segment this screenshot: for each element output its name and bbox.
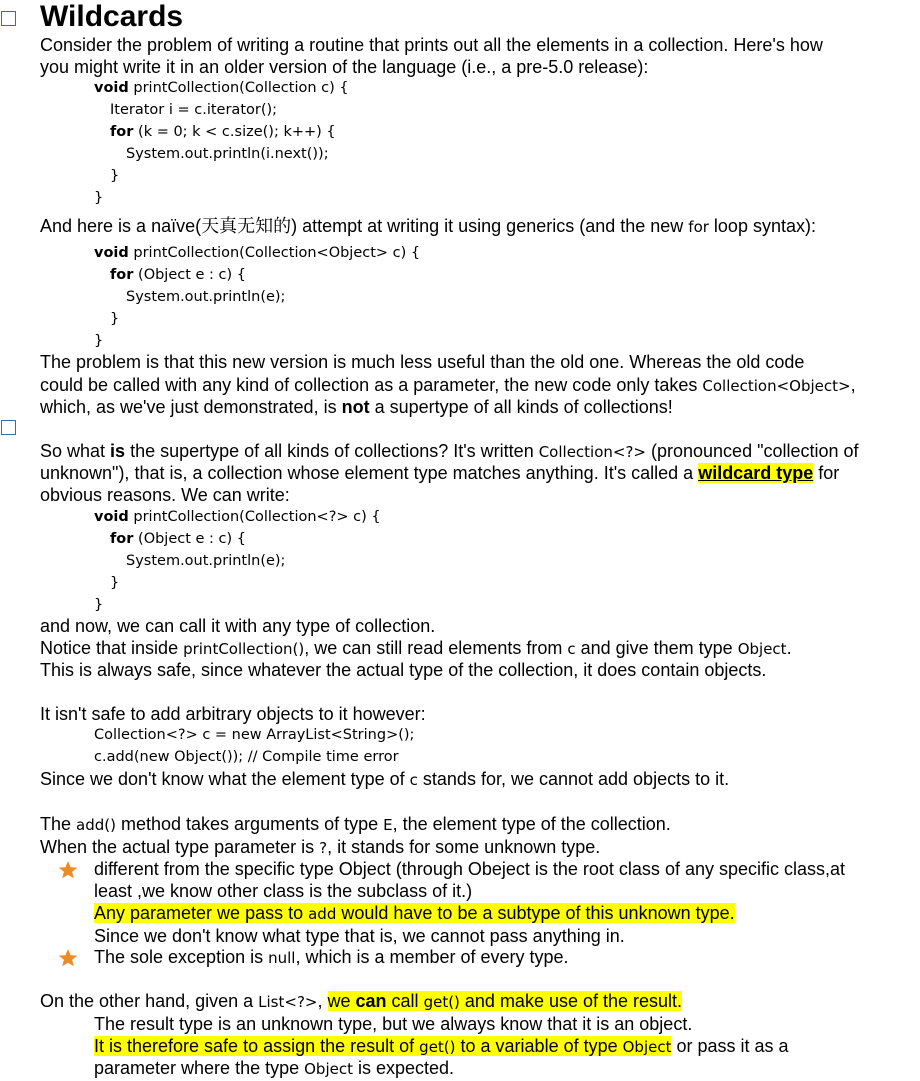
paragraph: It isn't safe to add arbitrary objects to it however: — [40, 704, 426, 724]
bullet-text — [94, 902, 735, 925]
paragraph: Since we don't know what the element type of c stands for, we cannot add objects to it. — [40, 769, 730, 789]
code-line: } — [94, 190, 104, 206]
code-line: for (k = 0; k < c.size(); k++) { — [110, 124, 336, 140]
code-line: for (Object e : c) { — [110, 531, 247, 547]
paragraph: The result type is an unknown type, but we always know that it is an object. — [94, 1014, 693, 1034]
outline-checkbox[interactable] — [1, 420, 16, 435]
paragraph: unknown"), that is, a collection whose element type matches anything. It's called a wildcard type for — [40, 463, 840, 483]
code-line: } — [110, 575, 120, 591]
paragraph: The add() method takes arguments of type E, the element type of the collection. — [40, 814, 671, 834]
outline-checkbox[interactable] — [1, 11, 16, 26]
paragraph: obvious reasons. We can write: — [40, 485, 290, 505]
paragraph: When the actual type parameter is ?, it stands for some unknown type. — [40, 837, 601, 857]
highlighted-sentence: It is therefore safe to assign the result of get() to a variable of type Object — [94, 1036, 672, 1056]
star-bullet-icon — [58, 860, 78, 880]
code-line: c.add(new Object()); // Compile time error — [94, 749, 399, 765]
code-line: Iterator i = c.iterator(); — [110, 102, 278, 118]
paragraph: So what is the supertype of all kinds of collections? It's written Collection<?> (pronounced "collection of — [40, 441, 859, 461]
highlighted-sentence: Any parameter we pass to add would have to be a subtype of this unknown type. — [94, 903, 735, 923]
code-line: void printCollection(Collection<?> c) { — [94, 509, 381, 525]
star-bullet-icon — [58, 948, 78, 968]
paragraph: which, as we've just demonstrated, is not a supertype of all kinds of collections! — [40, 397, 673, 417]
paragraph: This is always safe, since whatever the actual type of the collection, it does contain objects. — [40, 660, 767, 680]
paragraph: Consider the problem of writing a routine that prints out all the elements in a collection. Here's how — [40, 35, 823, 55]
highlighted-term: wildcard type — [698, 463, 814, 483]
bullet-text: different from the specific type Object (through Obeject is the root class of any specific class,at — [94, 859, 846, 879]
code-line: } — [110, 311, 120, 327]
paragraph: Notice that inside printCollection(), we can still read elements from c and give them type Object. — [40, 638, 792, 658]
paragraph: and now, we can call it with any type of collection. — [40, 616, 436, 636]
paragraph: It is therefore safe to assign the result of get() to a variable of type Object or pass it as a — [94, 1036, 789, 1056]
code-line: Collection<?> c = new ArrayList<String>(); — [94, 727, 415, 743]
code-line: System.out.println(e); — [126, 289, 286, 305]
page-title: Wildcards — [40, 0, 184, 33]
paragraph: The problem is that this new version is much less useful than the old one. Whereas the old code — [40, 352, 805, 372]
code-line: void printCollection(Collection<Object> c) { — [94, 245, 421, 261]
paragraph: On the other hand, given a List<?>, we can call get() and make use of the result. — [40, 991, 683, 1011]
code-line: } — [94, 333, 104, 349]
paragraph: And here is a naïve(天真无知的) attempt at writing it using generics (and the new for loop syntax): — [40, 216, 816, 236]
code-line: for (Object e : c) { — [110, 267, 247, 283]
code-line: } — [110, 168, 120, 184]
paragraph: parameter where the type Object is expected. — [94, 1058, 455, 1078]
bullet-text: The sole exception is null, which is a member of every type. — [94, 947, 569, 967]
bullet-text: Since we don't know what type that is, we cannot pass anything in. — [94, 926, 625, 946]
bullet-text: least ,we know other class is the subclass of it.) — [94, 881, 473, 901]
code-line: System.out.println(e); — [126, 553, 286, 569]
code-line: void printCollection(Collection c) { — [94, 80, 349, 96]
code-line: } — [94, 597, 104, 613]
paragraph: could be called with any kind of collection as a parameter, the new code only takes Collection<Object>, — [40, 375, 856, 395]
paragraph: you might write it in an older version of the language (i.e., a pre-5.0 release): — [40, 57, 649, 77]
highlighted-sentence: we can call get() and make use of the result. — [327, 991, 683, 1011]
code-line: System.out.println(i.next()); — [126, 146, 329, 162]
